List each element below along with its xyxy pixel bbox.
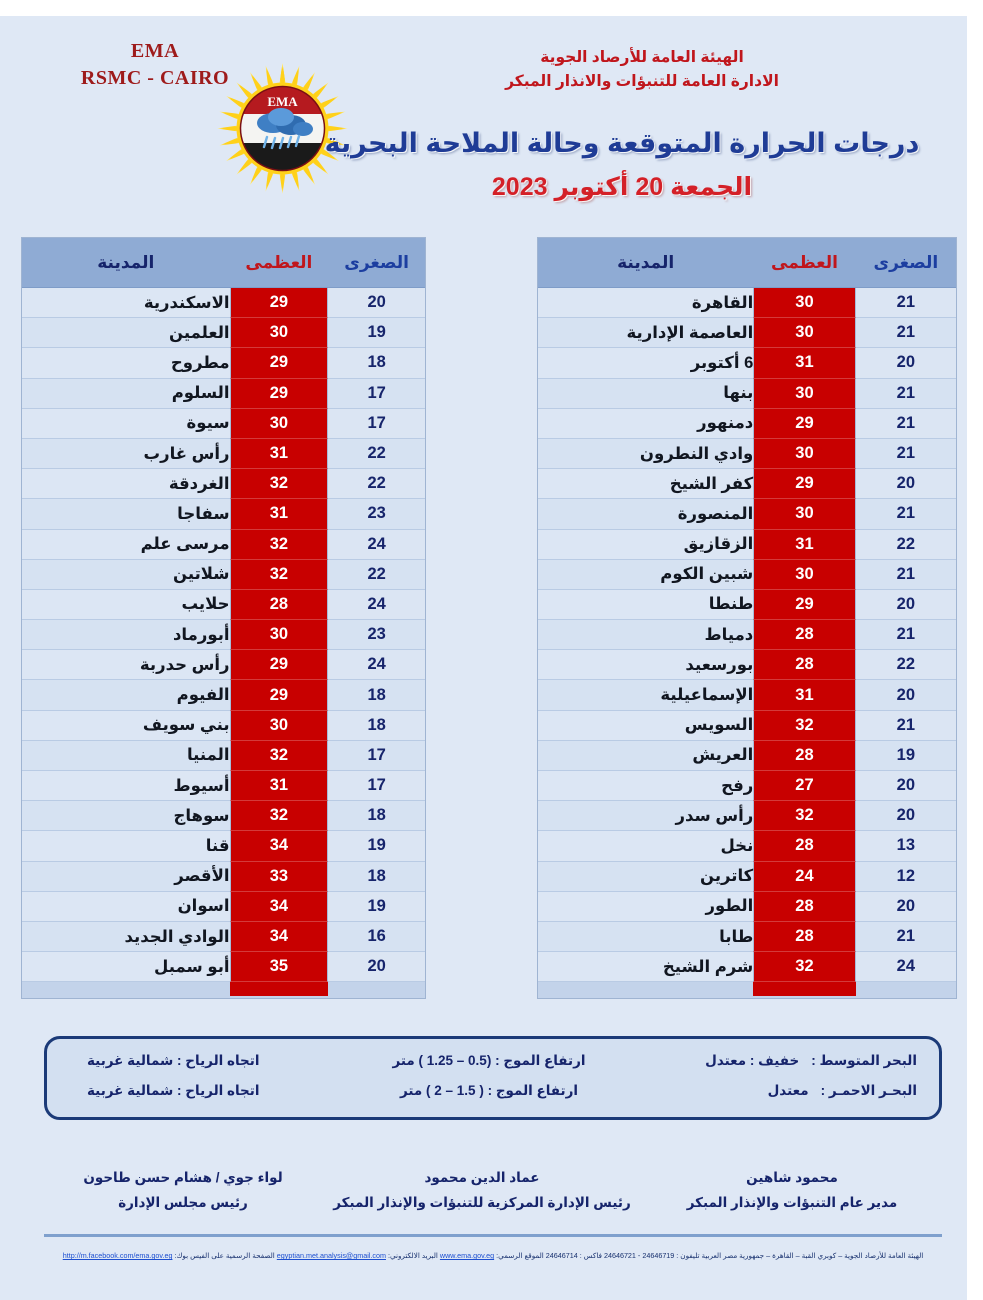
cell-city-name: مطروح [22,348,230,378]
cell-city-name: دمياط [538,620,753,650]
cell-max-temp: 30 [753,439,855,469]
footer-divider [44,1234,942,1237]
page-top-margin [0,0,983,16]
cell-city-name: القاهرة [538,288,753,318]
cell-city-name: الغردقة [22,469,230,499]
cell-max-temp: 34 [230,922,329,952]
mediterranean-label: البحر المتوسط : [811,1053,917,1068]
cell-max-temp: 32 [753,952,855,982]
cell-city-name: كفر الشيخ [538,469,753,499]
cell-max-temp: 33 [230,862,329,892]
cell-city-name: الإسماعيلية [538,680,753,710]
cell-max-temp: 28 [753,831,855,861]
table-row [538,620,956,650]
cell-city-name: رأس غارب [22,439,230,469]
cell-max-temp: 29 [753,590,855,620]
cell-min-temp: 20 [856,590,956,620]
cell-max-temp: 30 [230,711,329,741]
footer-email-link[interactable]: egyptian.met.analysis@gmail.com [276,1251,386,1260]
table-row [22,530,425,560]
signature-role: رئيس الإدارة المركزية للتنبؤات والإنذار المبكر [333,1194,631,1210]
table-row [538,499,956,529]
table-row [538,530,956,560]
cell-max-temp: 32 [230,741,329,771]
cell-max-temp: 34 [230,831,329,861]
table-row [22,409,425,439]
cell-max-temp: 34 [230,892,329,922]
table-footer-spacer [22,982,425,998]
table-row [538,680,956,710]
cell-min-temp: 21 [856,560,956,590]
cell-min-temp: 24 [328,530,425,560]
cell-city-name: شبين الكوم [538,560,753,590]
cell-min-temp: 23 [328,620,425,650]
cell-min-temp: 22 [328,560,425,590]
cell-max-temp: 35 [230,952,329,982]
table-row [22,801,425,831]
table-row [22,952,425,982]
cell-city-name: مرسى علم [22,530,230,560]
cell-city-name: حلايب [22,590,230,620]
signature-name: لواء جوي / هشام حسن طاحون [83,1170,283,1185]
page-right-margin [967,0,983,1300]
table-header-row [538,238,956,288]
cell-city-name: أسيوط [22,771,230,801]
cell-min-temp: 19 [328,318,425,348]
table-footer-spacer [538,982,956,998]
cell-city-name: السويس [538,711,753,741]
cell-min-temp: 19 [328,831,425,861]
table-row [538,952,956,982]
table-row [22,439,425,469]
cell-city-name: بنها [538,379,753,409]
org-line-2: الادارة العامة للتنبؤات والانذار المبكر [505,73,779,91]
cell-min-temp: 20 [856,469,956,499]
cell-min-temp: 21 [856,288,956,318]
table-row [22,831,425,861]
red-sea-wave-height: ارتفاع الموج : ( 1.5 – 2 ) متر [400,1083,578,1098]
footer-address: الهيئة العامة للأرصاد الجوية – كوبري القبة – القاهرة – جمهورية مصر العربية تليفون : 24646719 - 24646721 فاكس : 24646714 [545,1251,924,1260]
cell-min-temp: 21 [856,409,956,439]
signature-name: محمود شاهين [746,1170,838,1185]
cell-city-name: رأس حدربة [22,650,230,680]
cell-min-temp: 18 [328,862,425,892]
cell-max-temp: 28 [753,620,855,650]
cell-city-name: 6 أكتوبر [538,348,753,378]
cell-city-name: المنيا [22,741,230,771]
cell-min-temp: 22 [856,530,956,560]
footer-website-link[interactable]: www.ema.gov.eg [439,1251,495,1260]
cell-city-name: السلوم [22,379,230,409]
cell-max-temp: 30 [753,379,855,409]
cell-min-temp: 12 [856,862,956,892]
table-row [22,620,425,650]
cell-min-temp: 21 [856,499,956,529]
cell-max-temp: 29 [230,379,329,409]
cell-min-temp: 18 [328,348,425,378]
signature-name: عماد الدين محمود [424,1170,540,1185]
table-row [538,862,956,892]
table-row [22,590,425,620]
cell-max-temp: 31 [230,499,329,529]
organization-name [362,46,922,94]
cell-max-temp: 32 [230,530,329,560]
cell-city-name: شرم الشيخ [538,952,753,982]
cell-max-temp: 30 [230,620,329,650]
cell-city-name: أبو سمبل [22,952,230,982]
cell-min-temp: 20 [856,771,956,801]
red-sea-label: البحـر الاحمـر : [820,1083,917,1098]
table-row [22,862,425,892]
footer-facebook-label: الصفحة الرسمية على الفيس بوك: [174,1251,275,1260]
table-row [538,771,956,801]
cell-max-temp: 30 [753,318,855,348]
table-row [22,741,425,771]
cell-max-temp: 30 [753,499,855,529]
table-row [22,469,425,499]
cell-min-temp: 17 [328,741,425,771]
table-row [22,560,425,590]
cell-city-name: العلمين [22,318,230,348]
column-header-min: الصغرى [328,238,425,288]
table-row [538,831,956,861]
cell-min-temp: 20 [328,288,425,318]
cell-city-name: سوهاج [22,801,230,831]
table-row [538,922,956,952]
table-row [538,379,956,409]
document-footer [44,1250,942,1276]
signature-chairman [44,1166,322,1216]
cell-city-name: سيوة [22,409,230,439]
cell-min-temp: 20 [856,801,956,831]
column-header-max: العظمى [753,238,855,288]
cell-min-temp: 21 [856,711,956,741]
cell-min-temp: 22 [856,650,956,680]
table-row [22,711,425,741]
table-row [22,348,425,378]
column-header-city: المدينة [538,238,753,288]
cell-city-name: اسوان [22,892,230,922]
signature-forecast-director [642,1166,942,1216]
cell-min-temp: 22 [328,469,425,499]
cell-min-temp: 20 [856,892,956,922]
cell-min-temp: 22 [328,439,425,469]
mediterranean-state-value: خفيف : معتدل [705,1053,800,1068]
page-title: درجات الحرارة المتوقعة وحالة الملاحة البحرية [324,128,920,158]
logo-ema-text: EMA [267,94,298,109]
cell-city-name: أبورماد [22,620,230,650]
table-row [538,469,956,499]
cell-max-temp: 24 [753,862,855,892]
table-row [538,650,956,680]
cell-city-name: الفيوم [22,680,230,710]
cell-min-temp: 21 [856,922,956,952]
cell-min-temp: 23 [328,499,425,529]
cell-max-temp: 29 [753,469,855,499]
cell-min-temp: 21 [856,379,956,409]
cell-city-name: المنصورة [538,499,753,529]
cell-city-name: سفاجا [22,499,230,529]
table-row [538,318,956,348]
temperature-table-left [22,238,425,998]
footer-website-label: الموقع الرسمي: [496,1251,544,1260]
mediterranean-wave-height: ارتفاع الموج : (0.5 – 1.25 ) متر [392,1053,586,1068]
table-row [538,741,956,771]
cell-city-name: بني سويف [22,711,230,741]
cell-max-temp: 31 [753,530,855,560]
cell-max-temp: 29 [230,650,329,680]
cell-min-temp: 17 [328,379,425,409]
cell-min-temp: 20 [856,348,956,378]
table-row [538,711,956,741]
table-row [538,590,956,620]
red-sea-state-value: معتدل [767,1083,809,1098]
column-header-max: العظمى [230,238,329,288]
column-header-city: المدينة [22,238,230,288]
cell-city-name: وادي النطرون [538,439,753,469]
temperature-table-right [538,238,956,998]
forecast-date: الجمعة 20 أكتوبر 2023 [491,173,753,201]
cell-city-name: كاترين [538,862,753,892]
table-row [22,650,425,680]
cell-max-temp: 32 [230,469,329,499]
cell-max-temp: 30 [753,288,855,318]
cell-min-temp: 21 [856,620,956,650]
cell-city-name: الطور [538,892,753,922]
cell-max-temp: 31 [753,680,855,710]
cell-max-temp: 30 [753,560,855,590]
mediterranean-wind-direction: اتجاه الرياح : شمالية غربية [87,1053,260,1068]
column-header-min: الصغرى [856,238,956,288]
cell-city-name: نخل [538,831,753,861]
document-header [0,16,967,226]
cell-min-temp: 24 [856,952,956,982]
cell-city-name: الزقازيق [538,530,753,560]
cell-max-temp: 28 [753,741,855,771]
cell-max-temp: 28 [753,922,855,952]
cell-min-temp: 16 [328,922,425,952]
mediterranean-sea-state [677,1053,917,1069]
cell-city-name: طنطا [538,590,753,620]
cell-max-temp: 29 [230,348,329,378]
table-row [538,892,956,922]
table-header-row [22,238,425,288]
cell-min-temp: 17 [328,771,425,801]
table-row [538,801,956,831]
cell-max-temp: 30 [230,409,329,439]
cell-max-temp: 32 [753,801,855,831]
cell-min-temp: 20 [856,680,956,710]
cell-max-temp: 29 [753,409,855,439]
signature-central-head [322,1166,642,1216]
cell-city-name: رفح [538,771,753,801]
cell-min-temp: 13 [856,831,956,861]
cell-max-temp: 32 [230,560,329,590]
table-row [538,288,956,318]
cell-city-name: رأس سدر [538,801,753,831]
table-row [22,318,425,348]
cell-max-temp: 32 [753,711,855,741]
table-row [22,680,425,710]
cell-city-name: العاصمة الإدارية [538,318,753,348]
cell-max-temp: 31 [753,348,855,378]
cell-city-name: الأقصر [22,862,230,892]
cell-min-temp: 18 [328,680,425,710]
cell-city-name: قنا [22,831,230,861]
table-row [22,771,425,801]
ema-acronym: EMA [130,40,180,62]
cell-max-temp: 31 [230,771,329,801]
cell-max-temp: 28 [230,590,329,620]
cell-city-name: شلاتين [22,560,230,590]
cell-min-temp: 17 [328,409,425,439]
cell-min-temp: 24 [328,650,425,680]
cell-max-temp: 28 [753,650,855,680]
red-sea-wind-direction: اتجاه الرياح : شمالية غربية [87,1083,260,1098]
cell-city-name: الوادي الجديد [22,922,230,952]
footer-email-label: البريد الالكتروني: [387,1251,438,1260]
table-row [22,922,425,952]
cell-max-temp: 30 [230,318,329,348]
cell-city-name: الاسكندرية [22,288,230,318]
table-row [538,560,956,590]
cell-min-temp: 18 [328,801,425,831]
table-row [22,288,425,318]
cell-max-temp: 28 [753,892,855,922]
table-row [538,409,956,439]
cell-min-temp: 20 [328,952,425,982]
footer-facebook-link[interactable]: http://m.facebook.com/ema.gov.eg [62,1251,173,1260]
cell-city-name: العريش [538,741,753,771]
red-sea-state [677,1083,917,1099]
cell-min-temp: 21 [856,439,956,469]
table-row [538,439,956,469]
signature-role: مدير عام التنبؤات والإنذار المبكر [686,1194,898,1210]
table-row [22,499,425,529]
cell-max-temp: 31 [230,439,329,469]
cell-min-temp: 18 [328,711,425,741]
cell-min-temp: 24 [328,590,425,620]
cell-max-temp: 29 [230,288,329,318]
table-row [538,348,956,378]
org-line-1: الهيئة العامة للأرصاد الجوية [540,49,744,66]
cell-city-name: دمنهور [538,409,753,439]
table-row [22,379,425,409]
cell-min-temp: 21 [856,318,956,348]
cell-max-temp: 29 [230,680,329,710]
cell-min-temp: 19 [856,741,956,771]
cell-city-name: بورسعيد [538,650,753,680]
cell-city-name: طابا [538,922,753,952]
marine-row-mediterranean [47,1053,939,1079]
marine-row-red-sea [47,1083,939,1109]
cell-max-temp: 32 [230,801,329,831]
cell-max-temp: 27 [753,771,855,801]
marine-conditions-box [44,1036,942,1120]
signature-block [44,1166,942,1228]
cell-min-temp: 19 [328,892,425,922]
table-row [22,892,425,922]
rsmc-cairo-label: RSMC - CAIRO [80,67,230,89]
signature-role: رئيس مجلس الإدارة [118,1194,248,1210]
